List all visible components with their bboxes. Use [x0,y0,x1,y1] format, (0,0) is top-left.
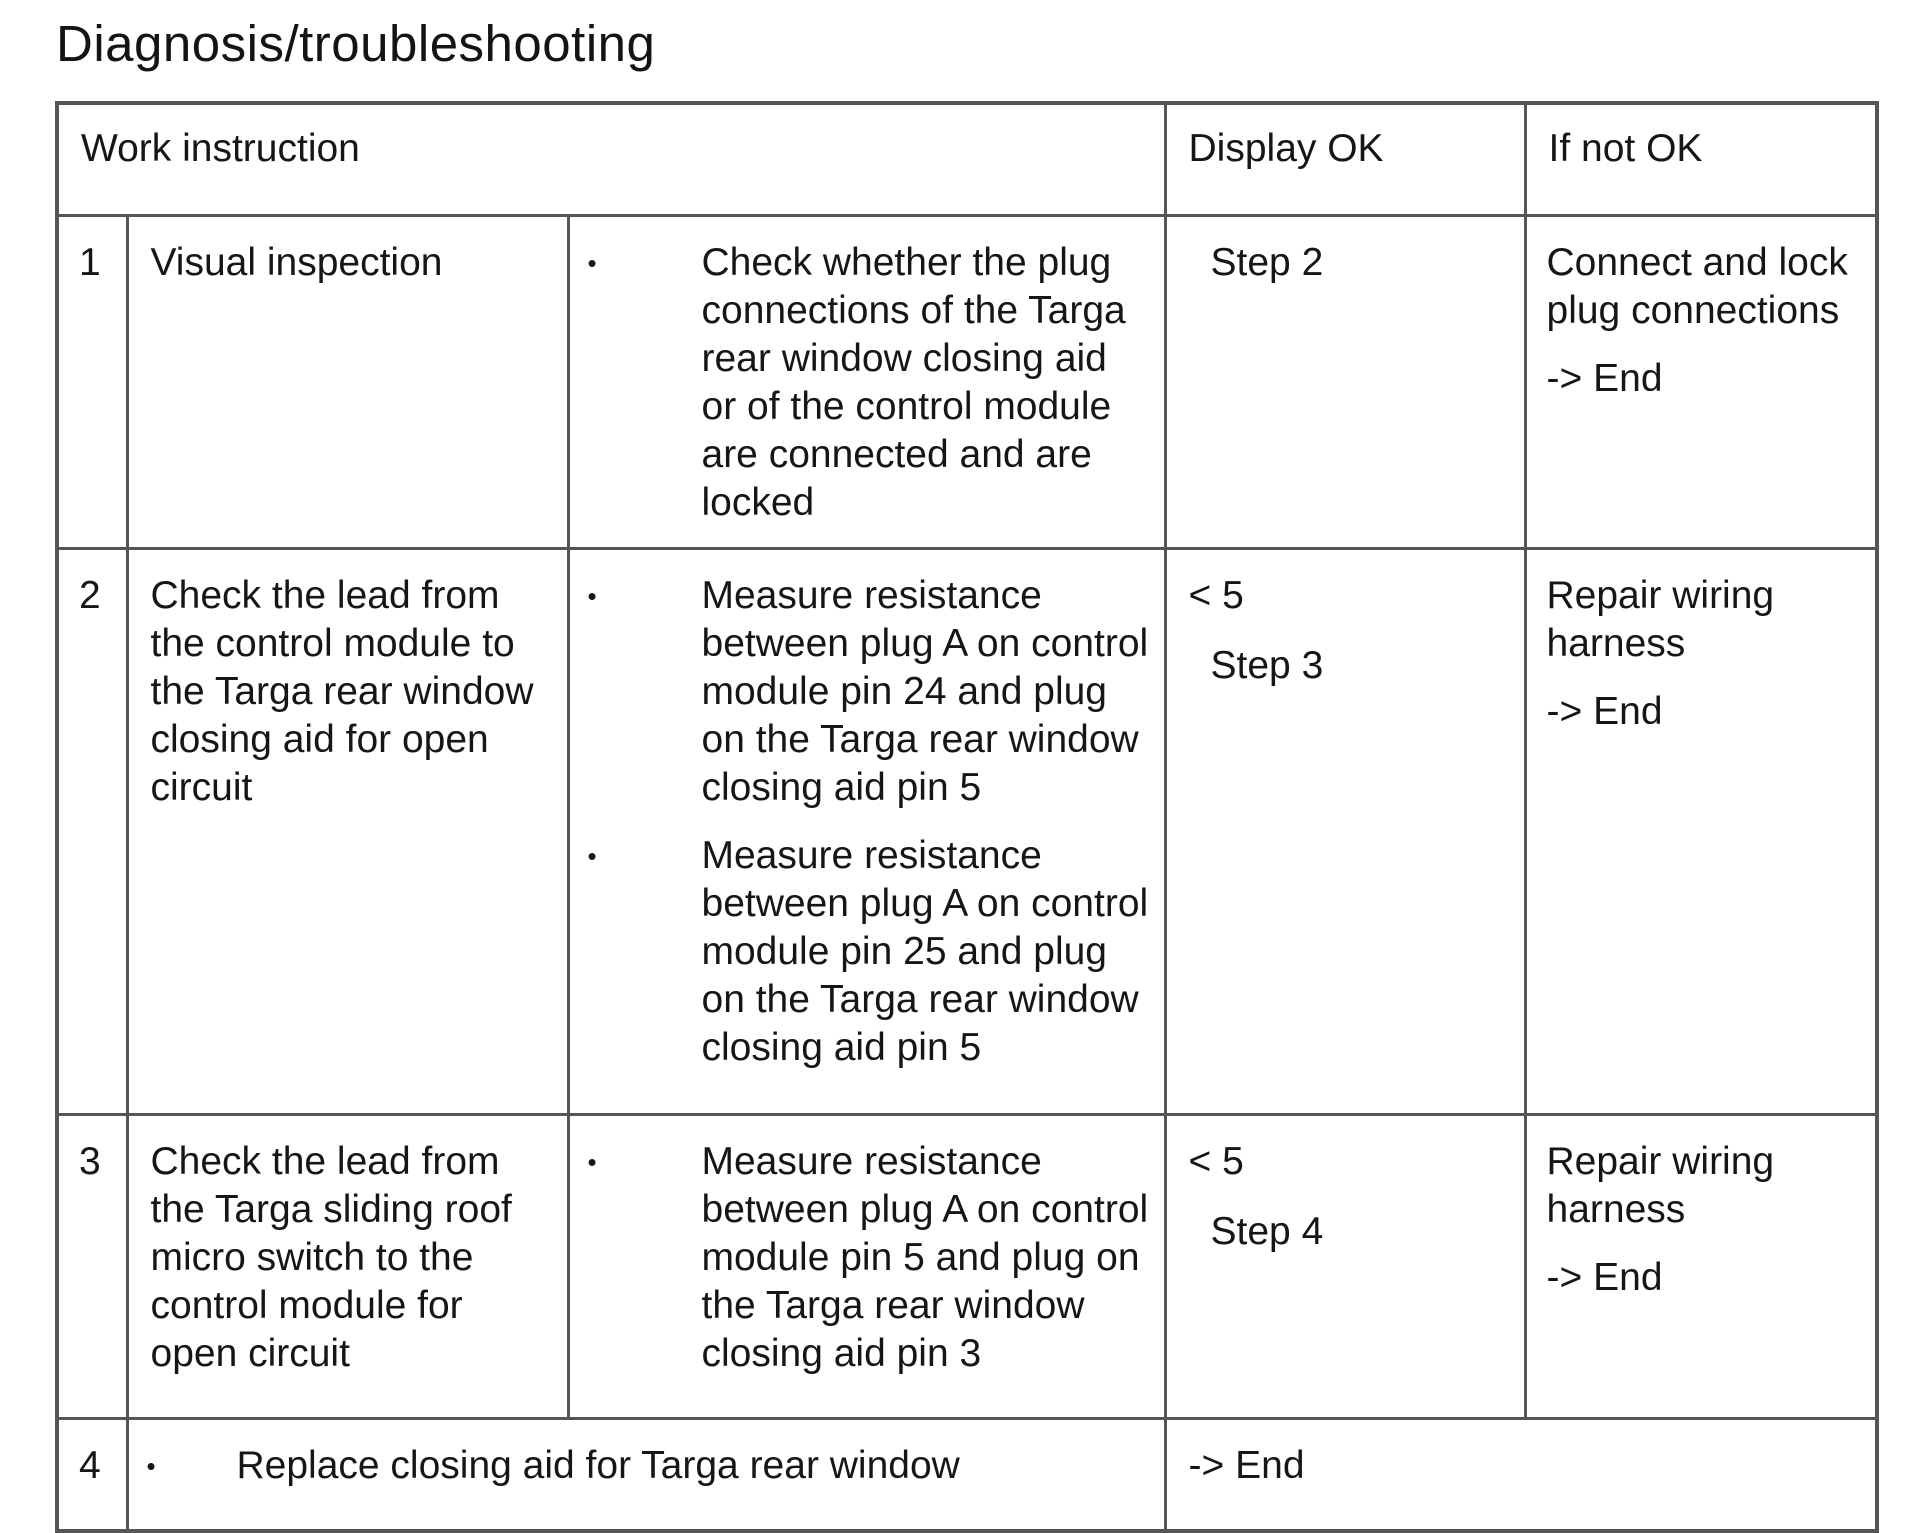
step-instruction: Visual inspection [127,215,568,548]
end-marker: -> End [1546,689,1663,733]
not-ok-cell [1525,1114,1877,1418]
step-checks [568,215,1165,548]
header-display-ok: Display OK [1165,103,1525,215]
next-step: Step 2 [1210,240,1324,284]
bullet-icon: • [587,1146,597,1177]
step-number: 4 [57,1418,127,1531]
end-marker: -> End [1546,1255,1663,1299]
check-text: Measure resistance between plug A on control module pin 24 and plug on the Targa rear window closing aid pin 5 [701,573,1149,809]
diagnosis-table [55,101,1879,1533]
display-ok-cell [1165,215,1525,548]
list-item [588,572,1152,812]
list-item [588,239,1152,527]
display-ok-cell [1165,548,1525,1114]
step-instruction: Check the lead from the Targa sliding roof micro switch to the control module for open circuit [127,1114,568,1418]
list-item [588,832,1152,1072]
corrective-action: Repair wiring harness [1546,573,1775,665]
corrective-action: Repair wiring harness [1546,1139,1775,1231]
step-number: 3 [57,1114,127,1418]
expected-value: < 5 [1188,1139,1244,1183]
step-instruction: Check the lead from the control module to the Targa rear window closing aid for open circuit [127,548,568,1114]
table-row [57,548,1877,1114]
step-instruction [127,1418,1165,1531]
expected-value: < 5 [1188,573,1244,617]
header-work-instruction: Work instruction [57,103,1165,215]
header-if-not-ok: If not OK [1525,103,1877,215]
step-number: 2 [57,548,127,1114]
corrective-action: Connect and lock plug connections [1546,240,1848,332]
list-item [588,1138,1152,1378]
display-ok-cell [1165,1114,1525,1418]
bullet-icon: • [146,1450,156,1481]
table-header-row [57,103,1877,215]
next-step: Step 4 [1210,1209,1324,1253]
step-checks [568,548,1165,1114]
bullet-icon: • [587,580,597,611]
display-ok-cell: -> End [1165,1418,1877,1531]
check-text: Measure resistance between plug A on control module pin 25 and plug on the Targa rear window closing aid pin 5 [701,833,1149,1069]
not-ok-cell [1525,548,1877,1114]
check-text: Check whether the plug connections of the Targa rear window closing aid or of the control module are connected and are locked [701,240,1126,524]
page-title: Diagnosis/troubleshooting [56,15,656,72]
end-marker: -> End [1546,356,1663,400]
bullet-icon: • [587,840,597,871]
not-ok-cell [1525,215,1877,548]
bullet-icon: • [587,247,597,278]
step-checks [568,1114,1165,1418]
table-row [57,215,1877,548]
list-item [147,1442,1150,1490]
table-row [57,1418,1877,1531]
next-step: Step 3 [1210,643,1324,687]
check-text: Measure resistance between plug A on control module pin 5 and plug on the Targa rear window closing aid pin 3 [701,1139,1149,1375]
table-row [57,1114,1877,1418]
final-instruction-text: Replace closing aid for Targa rear window [236,1443,960,1487]
step-number: 1 [57,215,127,548]
